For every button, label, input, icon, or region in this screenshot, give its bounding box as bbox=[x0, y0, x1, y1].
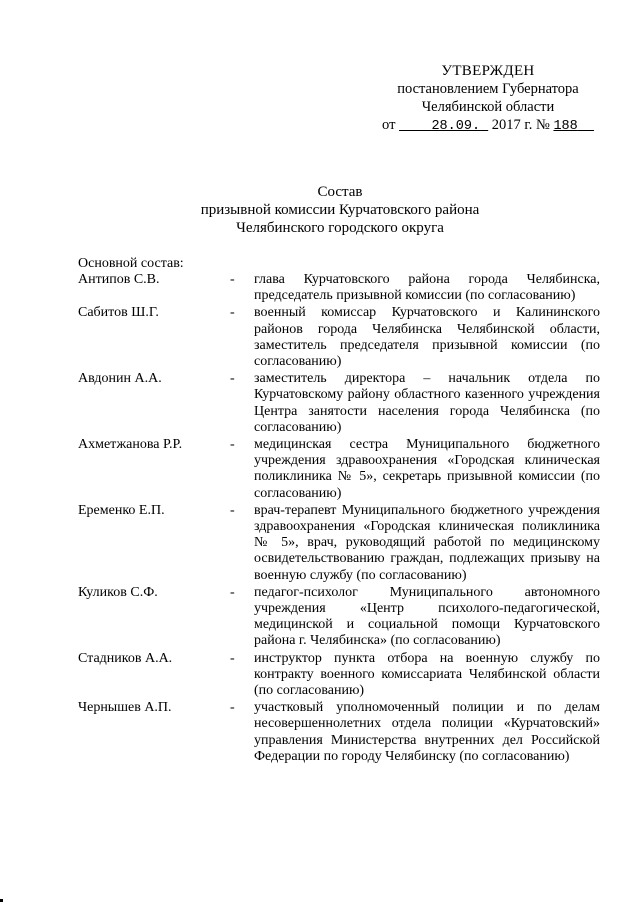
document-title bbox=[170, 183, 510, 237]
member-role: медицинская сестра Муниципального бюджетного учреждения здравоохранения «Городская клиническая поликлиника № 5», секретарь призывной комиссии (по согласованию) bbox=[254, 437, 600, 501]
member-row bbox=[78, 503, 600, 584]
member-name: Сабитов Ш.Г. bbox=[78, 305, 159, 321]
section-label: Основной состав: bbox=[78, 256, 184, 271]
member-dash: - bbox=[230, 502, 235, 518]
member-name: Куликов С.Ф. bbox=[78, 584, 158, 600]
approval-date-line bbox=[368, 116, 608, 136]
member-row bbox=[78, 651, 600, 700]
member-dash: - bbox=[230, 272, 235, 287]
member-name: Ахметжанова Р.Р. bbox=[78, 437, 183, 453]
approval-heading: УТВЕРЖДЕН bbox=[441, 63, 535, 79]
member-dash: - bbox=[230, 437, 235, 453]
title-line-1: Состав bbox=[317, 184, 363, 200]
title-line-3: Челябинского городского округа bbox=[236, 220, 444, 236]
member-name: Авдонин А.А. bbox=[78, 371, 162, 387]
date-year: 2017 г. № bbox=[491, 117, 550, 133]
approval-line-1: постановлением Губернатора bbox=[397, 81, 579, 97]
member-dash: - bbox=[230, 650, 235, 666]
member-role: заместитель директора – начальник отдела по Курчатовскому району областного казенного учреждения Центра занятости населения города Челябинска (по согласованию) bbox=[254, 371, 600, 435]
member-name: Еременко Е.П. bbox=[78, 502, 165, 518]
approval-line-2: Челябинской области bbox=[421, 99, 555, 115]
member-row bbox=[78, 437, 600, 502]
scan-mark bbox=[0, 899, 3, 902]
member-dash: - bbox=[230, 371, 235, 387]
member-row bbox=[78, 371, 600, 436]
member-row bbox=[78, 585, 600, 650]
member-row bbox=[78, 700, 600, 765]
approval-block bbox=[368, 62, 608, 136]
member-name: Чернышев А.П. bbox=[78, 700, 172, 716]
decree-number: 188 bbox=[553, 119, 578, 134]
member-name: Антипов С.В. bbox=[78, 272, 160, 287]
title-line-2: призывной комиссии Курчатовского района bbox=[200, 202, 480, 218]
member-role: педагог-психолог Муниципального автономного учреждения «Центр психолого-педагогической, медицинской и социальной помощи Курчатовского района г. Челябинска» (по согласованию) bbox=[254, 584, 600, 649]
date-value: 28.09. bbox=[431, 119, 481, 134]
member-role: глава Курчатовского района города Челябинска, председатель призывной комиссии (по согласованию) bbox=[254, 272, 600, 304]
member-dash: - bbox=[230, 305, 235, 321]
member-row bbox=[78, 272, 600, 304]
member-dash: - bbox=[230, 584, 235, 600]
member-role: инструктор пункта отбора на военную службу по контракту военного комиссариата Челябинской области (по согласованию) bbox=[254, 650, 600, 699]
member-dash: - bbox=[230, 700, 235, 716]
date-prefix: от bbox=[382, 117, 396, 133]
member-role: врач-терапевт Муниципального бюджетного учреждения здравоохранения «Городская клиническая поликлиника № 5», врач, руководящий работой по медицинскому освидетельствованию граждан, подлежащих призыву на военную службу (по согласованию) bbox=[254, 502, 600, 583]
member-role: участковый уполномоченный полиции и по делам несовершеннолетних отдела полиции «Курчатовский» управления Министерства внутренних дел Российской Федерации по городу Челябинску (по согласованию) bbox=[254, 700, 600, 764]
member-role: военный комиссар Курчатовского и Калининского районов города Челябинска Челябинской области, заместитель председателя призывной комиссии (по согласованию) bbox=[254, 305, 600, 370]
member-row bbox=[78, 305, 600, 370]
member-name: Стадников А.А. bbox=[78, 650, 173, 666]
members-list bbox=[78, 272, 600, 766]
